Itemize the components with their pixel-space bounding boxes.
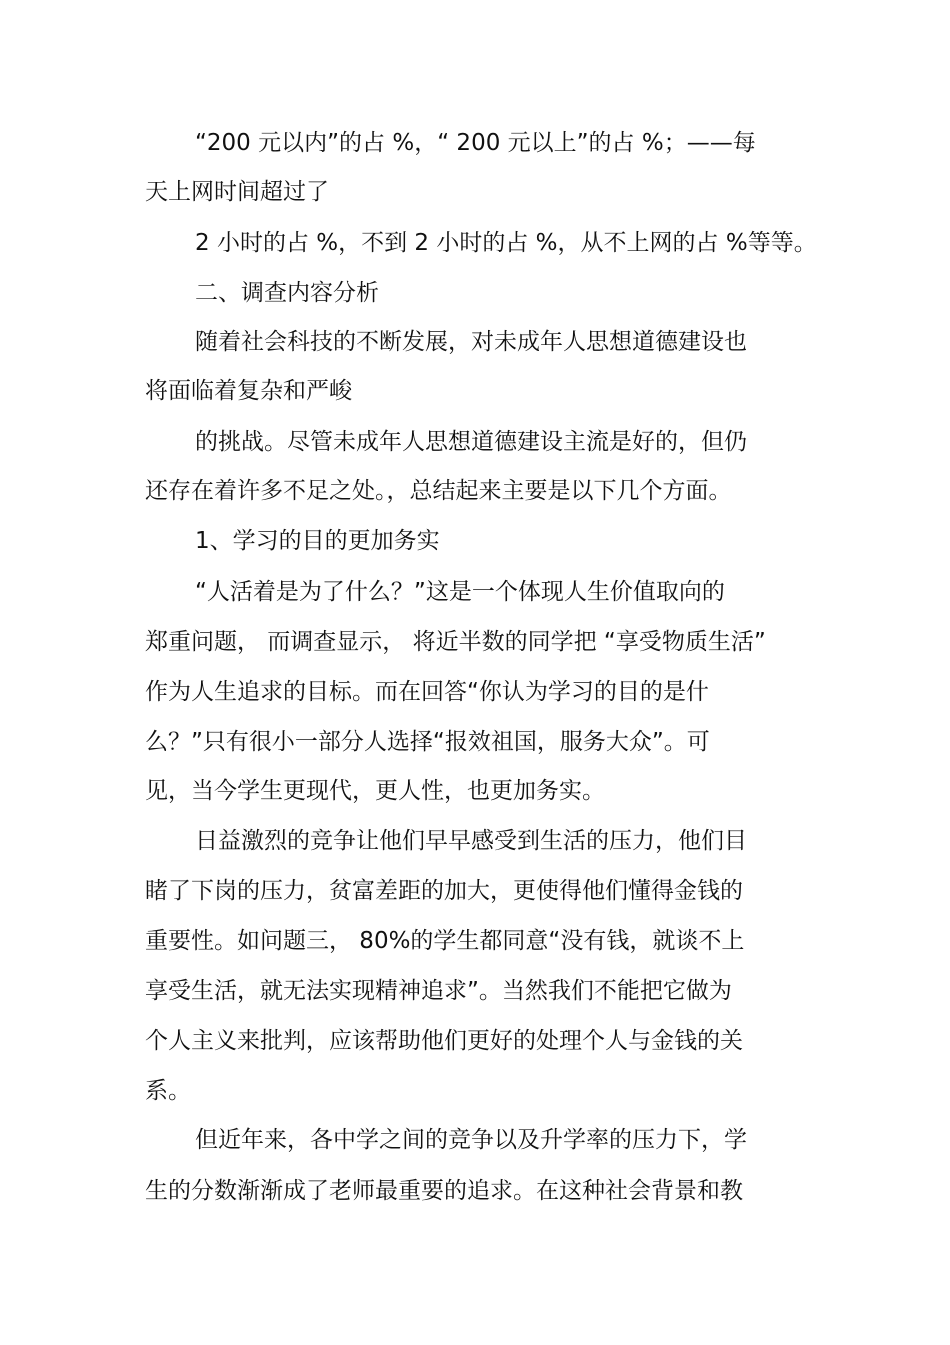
text-line: 睹了下岗的压力，贫富差距的加大，更使得他们懂得金钱的 <box>145 878 743 904</box>
text-line: “人活着是为了什么？”这是一个体现人生价值取向的 <box>195 579 725 605</box>
text-line: 天上网时间超过了 <box>145 179 329 205</box>
text-line: 生的分数渐渐成了老师最重要的追求。在这种社会背景和教 <box>145 1178 743 1204</box>
text-line: 系。 <box>145 1078 191 1104</box>
text-line: 随着社会科技的不断发展，对未成年人思想道德建设也 <box>195 329 747 355</box>
section-heading: 二、调查内容分析 <box>195 280 379 306</box>
text-line: 么？”只有很小一部分人选择“报效祖国，服务大众”。可 <box>145 729 710 755</box>
text-line: 但近年来，各中学之间的竞争以及升学率的压力下，学 <box>195 1127 747 1153</box>
text-line: 还存在着许多不足之处。，总结起来主要是以下几个方面。 <box>145 478 732 504</box>
text-line: 2 小时的占 %，不到 2 小时的占 %，从不上网的占 %等等。 <box>195 230 817 256</box>
text-line: 享受生活，就无法实现精神追求”。当然我们不能把它做为 <box>145 978 732 1004</box>
text-line: 见，当今学生更现代，更人性，也更加务实。 <box>145 778 605 804</box>
subsection-heading: 1、学习的目的更加务实 <box>195 528 440 554</box>
text-line: 个人主义来批判，应该帮助他们更好的处理个人与金钱的关 <box>145 1028 743 1054</box>
text-line: 日益激烈的竞争让他们早早感受到生活的压力，他们目 <box>195 828 747 854</box>
text-line: “200 元以内”的占 %，“ 200 元以上”的占 %；——每 <box>195 130 756 156</box>
text-line: 郑重问题， 而调查显示， 将近半数的同学把 “享受物质生活” <box>145 629 766 655</box>
text-line: 重要性。如问题三， 80%的学生都同意“没有钱，就谈不上 <box>145 928 745 954</box>
text-line: 将面临着复杂和严峻 <box>145 378 352 404</box>
text-line: 作为人生追求的目标。而在回答“你认为学习的目的是什 <box>145 679 709 705</box>
text-line: 的挑战。尽管未成年人思想道德建设主流是好的，但仍 <box>195 429 747 455</box>
